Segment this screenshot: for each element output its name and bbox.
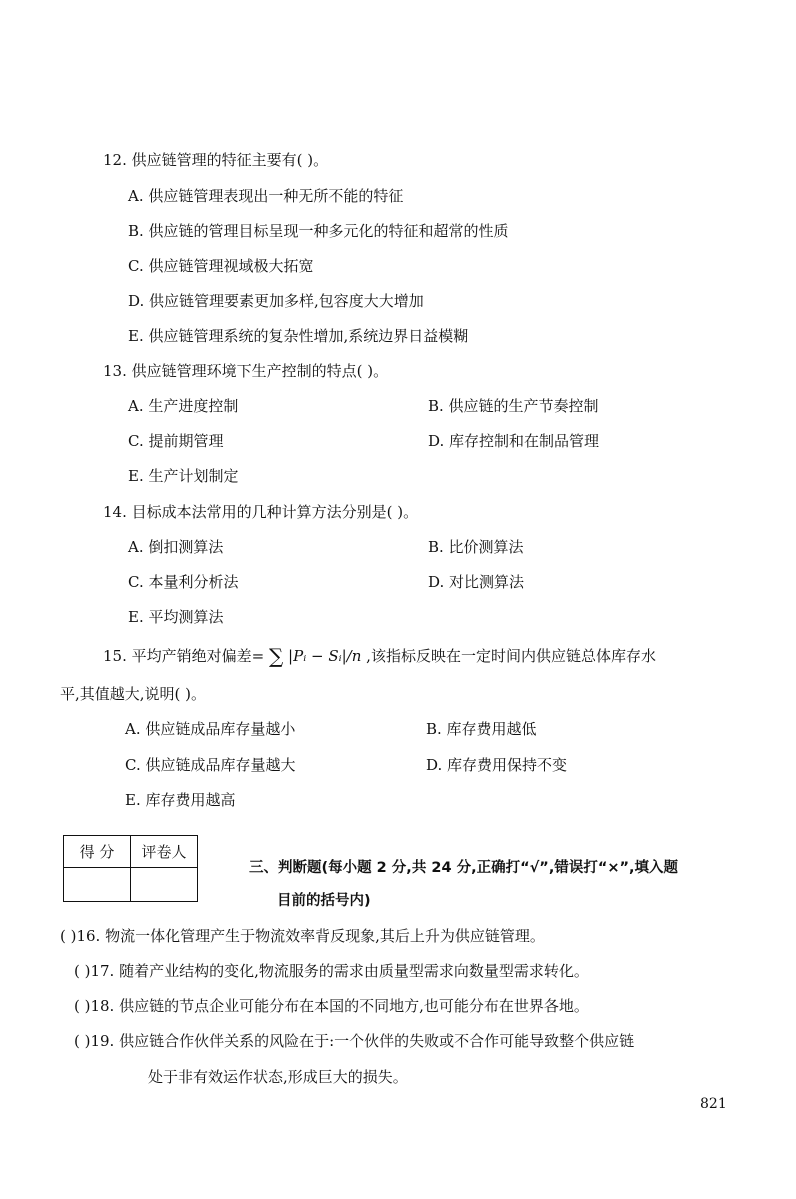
judge-q19-line2: 处于非有效运作状态,形成巨大的损失。	[148, 1068, 408, 1086]
q13-option-a: A. 生产进度控制	[128, 397, 239, 415]
q14-option-a: A. 倒扣测算法	[128, 538, 224, 556]
q13-option-c: C. 提前期管理	[128, 432, 224, 450]
score-cell[interactable]	[64, 868, 131, 902]
q15-stem-pre: 15. 平均产销绝对偏差=	[103, 647, 265, 665]
q15-stem-line2: 平,其值越大,说明( )。	[60, 685, 207, 703]
judge-q17: ( )17. 随着产业结构的变化,物流服务的需求由质量型需求向数量型需求转化。	[74, 962, 589, 980]
page-number: 821	[700, 1096, 727, 1112]
q15-option-c: C. 供应链成品库存量越大	[125, 756, 296, 774]
q12-stem: 12. 供应链管理的特征主要有( )。	[103, 151, 329, 169]
q12-option-b: B. 供应链的管理目标呈现一种多元化的特征和超常的性质	[128, 222, 509, 240]
q13-option-d: D. 库存控制和在制品管理	[428, 432, 600, 450]
q12-option-c: C. 供应链管理视域极大拓宽	[128, 257, 314, 275]
sum-symbol: ∑	[268, 644, 284, 668]
q15-formula: |Pᵢ − Sᵢ|/n	[288, 647, 362, 665]
q15-option-d: D. 库存费用保持不变	[426, 756, 568, 774]
judge-q19: ( )19. 供应链合作伙伴关系的风险在于:一个伙伴的失败或不合作可能导致整个供应链	[74, 1032, 635, 1050]
q15-option-a: A. 供应链成品库存量越小	[125, 720, 296, 738]
judge-q16: ( )16. 物流一体化管理产生于物流效率背反现象,其后上升为供应链管理。	[60, 927, 545, 945]
q14-option-b: B. 比价测算法	[428, 538, 524, 556]
score-table	[63, 835, 198, 902]
reviewer-cell[interactable]	[131, 868, 198, 902]
q14-option-d: D. 对比测算法	[428, 573, 525, 591]
q13-option-e: E. 生产计划制定	[128, 467, 239, 485]
q12-option-e: E. 供应链管理系统的复杂性增加,系统边界日益模糊	[128, 327, 469, 345]
q15-option-b: B. 库存费用越低	[426, 720, 537, 738]
q14-stem: 14. 目标成本法常用的几种计算方法分别是( )。	[103, 503, 419, 521]
q14-option-c: C. 本量利分析法	[128, 573, 239, 591]
score-label: 得 分	[64, 836, 131, 868]
judge-q18: ( )18. 供应链的节点企业可能分布在本国的不同地方,也可能分布在世界各地。	[74, 997, 589, 1015]
q13-stem: 13. 供应链管理环境下生产控制的特点( )。	[103, 362, 389, 380]
q15-stem	[103, 646, 656, 666]
q15-option-e: E. 库存费用越高	[125, 791, 236, 809]
section3-title-line1: 三、判断题(每小题 2 分,共 24 分,正确打“√”,错误打“×”,填入题	[249, 860, 679, 876]
q14-option-e: E. 平均测算法	[128, 608, 224, 626]
q13-option-b: B. 供应链的生产节奏控制	[428, 397, 599, 415]
reviewer-label: 评卷人	[131, 836, 198, 868]
q12-option-a: A. 供应链管理表现出一种无所不能的特征	[128, 187, 404, 205]
section3-title-line2: 目前的括号内)	[277, 893, 371, 909]
q15-stem-post: ,该指标反映在一定时间内供应链总体库存水	[366, 647, 656, 665]
q12-option-d: D. 供应链管理要素更加多样,包容度大大增加	[128, 292, 424, 310]
